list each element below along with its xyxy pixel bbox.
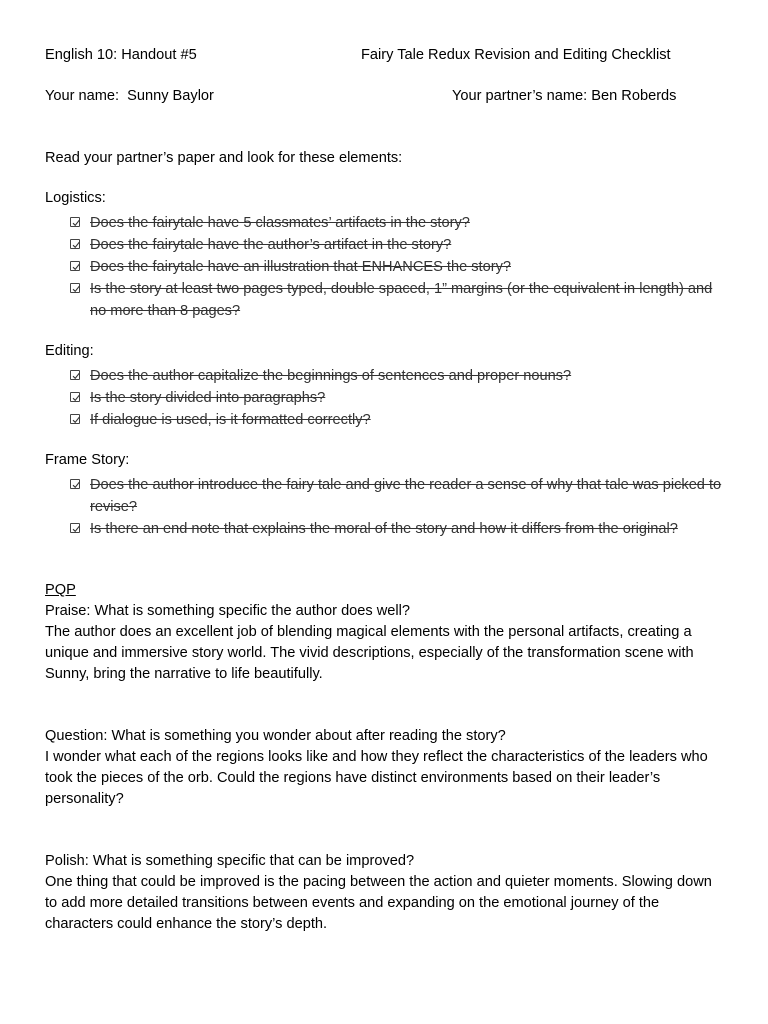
handout-page: [45, 45, 725, 935]
question-prompt: Question: What is something you wonder about after reading the story?: [45, 728, 506, 744]
checked-box-icon[interactable]: [70, 479, 80, 489]
partner-name-value: Ben Roberds: [591, 88, 677, 104]
checklist-item-text: Is the story divided into paragraphs?: [90, 390, 326, 406]
checklist-item: [70, 234, 725, 256]
pqp-section: [45, 580, 725, 935]
checklist-item: [70, 409, 725, 431]
question-answer: I wonder what each of the regions looks like and how they reflect the characteristics of the leaders who took the pieces of the orb. Could the regions have distinct environments based on their leader’s personality?: [45, 749, 708, 807]
partner-name-label: Your partner’s name:: [452, 88, 588, 104]
polish-answer: One thing that could be improved is the pacing between the action and quieter moments. Slowing down to add more detailed transitions between events and expanding on the emotional journey of the characters could enhance the story’s depth.: [45, 874, 712, 932]
section-heading: Editing:: [45, 343, 94, 359]
checked-box-icon[interactable]: [70, 523, 80, 533]
your-name-label: Your name:: [45, 88, 120, 104]
checklist-item: [70, 278, 725, 322]
checklist-item: [70, 212, 725, 234]
pqp-heading: PQP: [45, 582, 76, 598]
section-frame-story: [45, 450, 725, 540]
checklist-item-text: If dialogue is used, is it formatted correctly?: [90, 412, 371, 428]
section-heading: Frame Story:: [45, 452, 130, 468]
checklist-item-text: Does the author introduce the fairy tale and give the reader a sense of why that tale was picked to revise?: [90, 477, 722, 515]
checklist: [45, 474, 725, 540]
praise-prompt: Praise: What is something specific the author does well?: [45, 603, 411, 619]
checklist-item: [70, 474, 725, 518]
praise-answer: The author does an excellent job of blending magical elements with the personal artifacts, creating a unique and immersive story world. The vivid descriptions, especially of the transformation scene with Sunny, bring the narrative to life beautifully.: [45, 624, 694, 682]
polish-prompt: Polish: What is something specific that can be improved?: [45, 853, 415, 869]
course-label: English 10: Handout #5: [45, 47, 197, 63]
section-heading: Logistics:: [45, 190, 106, 206]
checked-box-icon[interactable]: [70, 414, 80, 424]
checked-box-icon[interactable]: [70, 217, 80, 227]
checklist-item-text: Does the fairytale have an illustration that ENHANCES the story?: [90, 259, 511, 275]
checklist-item: [70, 518, 725, 540]
checklist-item-text: Does the fairytale have 5 classmates’ artifacts in the story?: [90, 215, 470, 231]
checklist-item-text: Does the fairytale have the author’s artifact in the story?: [90, 237, 452, 253]
intro-text: Read your partner’s paper and look for these elements:: [45, 150, 403, 166]
checked-box-icon[interactable]: [70, 283, 80, 293]
header-row: [45, 45, 725, 66]
section-editing: [45, 341, 725, 431]
checklist: [45, 365, 725, 431]
section-logistics: [45, 188, 725, 322]
checked-box-icon[interactable]: [70, 392, 80, 402]
checklist-item-text: Does the author capitalize the beginnings of sentences and proper nouns?: [90, 368, 572, 384]
checklist-item: [70, 365, 725, 387]
checklist-item-text: Is there an end note that explains the moral of the story and how it differs from the original?: [90, 521, 678, 537]
checked-box-icon[interactable]: [70, 261, 80, 271]
your-name-value: Sunny Baylor: [127, 88, 214, 104]
checklist: [45, 212, 725, 322]
checklist-item-text: Is the story at least two pages typed, double spaced, 1” margins (or the equivalent in length) and no more than 8 pages?: [90, 281, 713, 319]
checklist-item: [70, 387, 725, 409]
checklist-item: [70, 256, 725, 278]
names-row: [45, 86, 725, 107]
checked-box-icon[interactable]: [70, 239, 80, 249]
document-title: Fairy Tale Redux Revision and Editing Checklist: [361, 47, 671, 63]
checked-box-icon[interactable]: [70, 370, 80, 380]
